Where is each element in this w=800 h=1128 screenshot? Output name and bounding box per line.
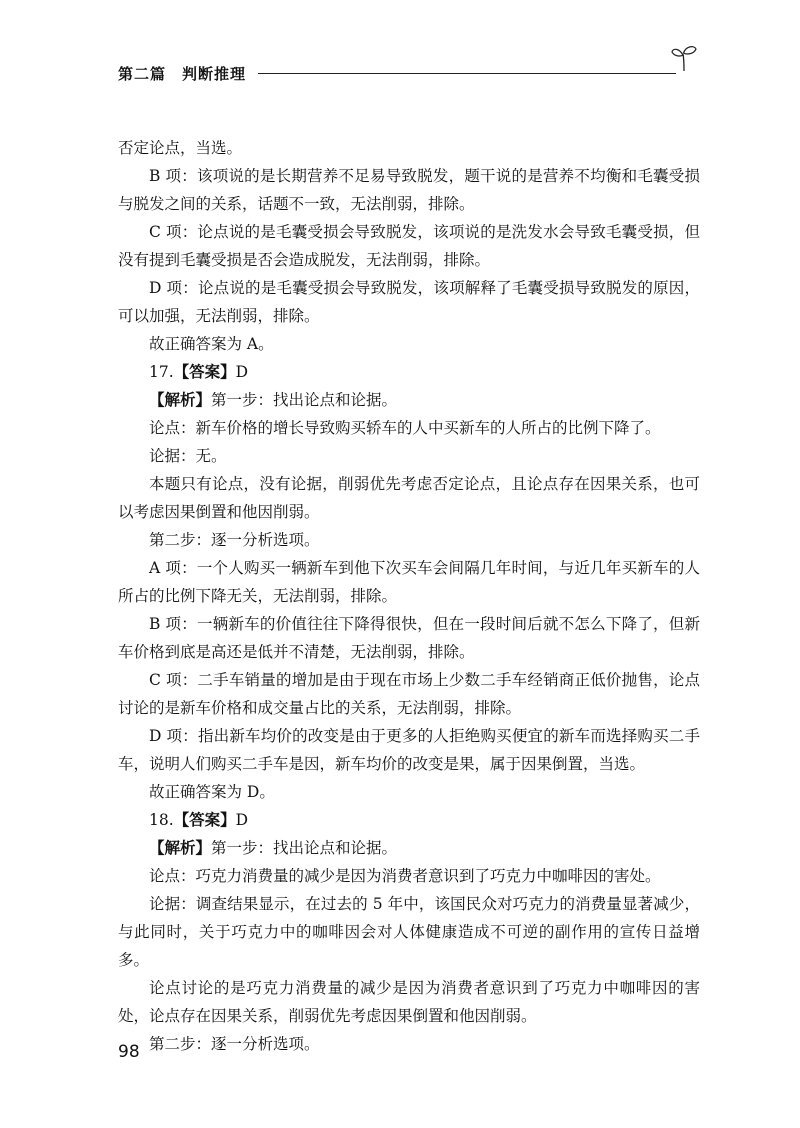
paragraph: B 项：该项说的是长期营养不足易导致脱发，题干说的是营养不均衡和毛囊受损与脱发之间的关系，话题不一致，无法削弱，排除。 [118, 167, 700, 213]
answer-tag: 【答案】 [173, 810, 236, 829]
analysis-step: 第一步：找出论点和论据。 [211, 391, 398, 409]
answer-value: D [235, 363, 249, 381]
paragraph: 论据：无。 [149, 447, 227, 465]
paragraph: 否定论点，当选。 [118, 139, 243, 157]
analysis-line [118, 386, 700, 414]
answer-tag: 【答案】 [173, 362, 236, 381]
paragraph: B 项：一辆新车的价值往往下降得很快，但在一段时间后就不怎么下降了，但新车价格到底是高还是低并不清楚，无法削弱，排除。 [118, 615, 700, 661]
question-number: 17. [149, 363, 174, 381]
page-number: 98 [118, 1042, 140, 1062]
answer-line [118, 806, 700, 834]
paragraph: C 项：论点说的是毛囊受损会导致脱发，该项说的是洗发水会导致毛囊受损，但没有提到毛囊受损是否会造成脱发，无法削弱，排除。 [118, 223, 700, 269]
analysis-tag: 【解析】 [149, 390, 212, 409]
paragraph: 论点讨论的是巧克力消费量的减少是因为消费者意识到了巧克力中咖啡因的害处，论点存在因果关系，削弱优先考虑因果倒置和他因削弱。 [118, 979, 700, 1025]
paragraph: 故正确答案为 A。 [149, 335, 274, 353]
analysis-tag: 【解析】 [149, 838, 212, 857]
analysis-step: 第一步：找出论点和论据。 [211, 839, 398, 857]
running-header [118, 60, 698, 90]
paragraph: 故正确答案为 D。 [149, 783, 275, 801]
paragraph: D 项：指出新车均价的改变是由于更多的人拒绝购买便宜的新车而选择购买二手车，说明人们购买二手车是因，新车均价的改变是果，属于因果倒置，当选。 [118, 727, 700, 773]
page-body [118, 134, 700, 1058]
paragraph: A 项：一个人购买一辆新车到他下次买车会间隔几年时间，与近几年买新车的人所占的比例下降无关，无法削弱，排除。 [118, 559, 700, 605]
paragraph: 第二步：逐一分析选项。 [149, 1035, 320, 1053]
paragraph: 论点：巧克力消费量的减少是因为消费者意识到了巧克力中咖啡因的害处。 [149, 867, 661, 885]
sprout-leaf-icon [670, 42, 698, 72]
paragraph: 第二步：逐一分析选项。 [149, 531, 320, 549]
paragraph: C 项：二手车销量的增加是由于现在市场上少数二手车经销商正低价抛售，论点讨论的是新车价格和成交量占比的关系，无法削弱，排除。 [118, 671, 700, 717]
question-number: 18. [149, 811, 174, 829]
paragraph: 论点：新车价格的增长导致购买轿车的人中买新车的人所占的比例下降了。 [149, 419, 661, 437]
section-title: 第二篇 判断推理 [118, 65, 247, 83]
paragraph: 论据：调查结果显示，在过去的 5 年中，该国民众对巧克力的消费量显著减少，与此同时，关于巧克力中的咖啡因会对人体健康造成不可逆的副作用的宣传日益增多。 [118, 895, 700, 969]
answer-value: D [235, 811, 249, 829]
header-rule [258, 73, 676, 74]
paragraph: 本题只有论点，没有论据，削弱优先考虑否定论点，且论点存在因果关系，也可以考虑因果倒置和他因削弱。 [118, 475, 700, 521]
paragraph: D 项：论点说的是毛囊受损会导致脱发，该项解释了毛囊受损导致脱发的原因，可以加强，无法削弱，排除。 [118, 279, 700, 325]
answer-line [118, 358, 700, 386]
analysis-line [118, 834, 700, 862]
